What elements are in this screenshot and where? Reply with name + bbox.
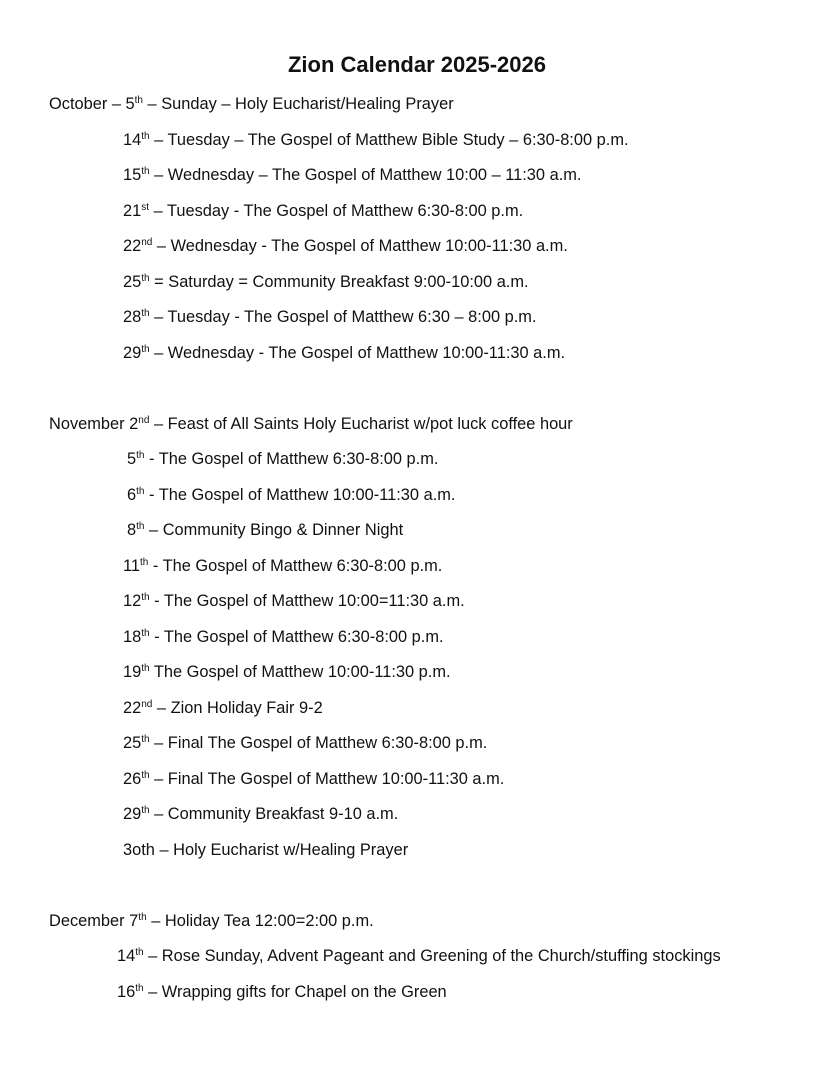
event-line: [0, 194, 834, 230]
event-description: – Tuesday – The Gospel of Matthew Bible Study – 6:30-8:00 p.m.: [149, 130, 629, 149]
event-line: [0, 939, 834, 975]
event-day: 25: [123, 734, 142, 752]
event-day: 22: [123, 237, 142, 255]
day-ordinal-suffix: th: [136, 485, 145, 497]
event-day: 29: [123, 805, 142, 823]
month-section-october: [0, 87, 834, 371]
day-ordinal-suffix: th: [136, 521, 145, 532]
event-day: 11: [123, 556, 141, 575]
event-day: 16: [117, 982, 136, 1001]
event-line: [0, 797, 834, 833]
day-ordinal-suffix: th: [141, 166, 150, 177]
event-line: [0, 655, 834, 691]
event-line: [0, 158, 834, 194]
day-ordinal-suffix: th: [141, 343, 150, 355]
day-ordinal-suffix: th: [141, 130, 150, 142]
day-ordinal-suffix: th: [134, 95, 143, 106]
event-description: – Tuesday - The Gospel of Matthew 6:30 – 8:00 p.m.: [149, 308, 537, 326]
event-description: - The Gospel of Matthew 6:30-8:00 p.m.: [148, 556, 443, 575]
day-ordinal-suffix: th: [141, 272, 150, 284]
event-description: – Feast of All Saints Holy Eucharist w/pot luck coffee hour: [149, 414, 573, 433]
day-ordinal-suffix: th: [141, 308, 150, 319]
event-line: [0, 123, 834, 159]
event-description: - The Gospel of Matthew 10:00=11:30 a.m.: [149, 592, 465, 610]
event-description: – Sunday – Holy Eucharist/Healing Prayer: [143, 95, 454, 113]
section-spacer: [0, 868, 834, 904]
event-line: [0, 549, 834, 585]
event-line: [0, 833, 834, 869]
day-ordinal-suffix: st: [141, 201, 150, 213]
event-line: [0, 442, 834, 478]
document-title: Zion Calendar 2025-2026: [287, 52, 546, 77]
day-ordinal-suffix: th: [141, 663, 150, 674]
day-ordinal-suffix: th: [141, 805, 150, 816]
event-description: – Final The Gospel of Matthew 10:00-11:30 a.m.: [149, 769, 505, 788]
event-description: – Holiday Tea 12:00=2:00 p.m.: [146, 911, 374, 930]
event-day: 21: [123, 201, 142, 220]
event-line: [0, 300, 834, 336]
day-ordinal-suffix: nd: [141, 698, 153, 710]
event-day: 5: [127, 450, 137, 468]
event-day: 5: [125, 95, 135, 113]
event-day: 26: [123, 769, 142, 788]
day-ordinal-suffix: th: [141, 592, 150, 603]
event-day: 22: [123, 698, 142, 717]
event-line: [0, 229, 834, 265]
event-day: 8: [127, 521, 137, 539]
event-description: - The Gospel of Matthew 10:00-11:30 a.m.: [144, 485, 456, 504]
event-description: – Community Bingo & Dinner Night: [144, 521, 404, 539]
day-ordinal-suffix: th: [141, 627, 150, 639]
event-day: 18: [123, 627, 142, 646]
event-day: 12: [123, 592, 142, 610]
event-description: – Rose Sunday, Advent Pageant and Greening of the Church/stuffing stockings: [143, 947, 721, 965]
month-header-line: [0, 407, 834, 443]
event-day: 29: [123, 343, 142, 362]
day-ordinal-suffix: th: [135, 982, 144, 994]
event-line: [0, 478, 834, 514]
event-description: – Holy Eucharist w/Healing Prayer: [154, 840, 409, 859]
event-line: [0, 975, 834, 1011]
event-line: [0, 336, 834, 372]
section-spacer: [0, 371, 834, 407]
event-description: – Wednesday - The Gospel of Matthew 10:00-11:30 a.m.: [152, 237, 568, 255]
event-line: [0, 513, 834, 549]
day-ordinal-suffix: th: [141, 734, 150, 745]
event-day: 25: [123, 272, 142, 291]
event-line: [0, 584, 834, 620]
event-line: [0, 762, 834, 798]
event-day: 3oth: [123, 840, 155, 859]
event-day: 6: [127, 485, 137, 504]
day-ordinal-suffix: nd: [141, 237, 153, 248]
month-label: December: [49, 911, 130, 930]
event-day: 2: [129, 414, 139, 433]
event-line: [0, 265, 834, 301]
month-label: October –: [49, 95, 126, 113]
day-ordinal-suffix: th: [138, 911, 147, 923]
event-day: 14: [117, 947, 136, 965]
event-day: 15: [123, 166, 142, 184]
event-description: – Wednesday – The Gospel of Matthew 10:00 – 11:30 a.m.: [149, 166, 582, 184]
event-day: 28: [123, 308, 142, 326]
day-ordinal-suffix: nd: [138, 414, 150, 426]
month-section-november: [0, 407, 834, 869]
event-description: - The Gospel of Matthew 6:30-8:00 p.m.: [149, 627, 444, 646]
month-header-line: [0, 87, 834, 123]
day-ordinal-suffix: th: [135, 947, 144, 958]
event-description: – Zion Holiday Fair 9-2: [152, 698, 323, 717]
event-line: [0, 691, 834, 727]
event-description: = Saturday = Community Breakfast 9:00-10:00 a.m.: [149, 272, 529, 291]
event-day: 14: [123, 130, 142, 149]
event-line: [0, 620, 834, 656]
day-ordinal-suffix: th: [141, 769, 150, 781]
month-section-december: [0, 904, 834, 1011]
event-description: - The Gospel of Matthew 6:30-8:00 p.m.: [144, 450, 439, 468]
event-day: 7: [129, 911, 139, 930]
month-header-line: [0, 904, 834, 940]
event-description: – Wednesday - The Gospel of Matthew 10:00-11:30 a.m.: [149, 343, 566, 362]
event-description: – Final The Gospel of Matthew 6:30-8:00 p.m.: [149, 734, 488, 752]
event-description: The Gospel of Matthew 10:00-11:30 p.m.: [149, 663, 451, 681]
event-description: – Community Breakfast 9-10 a.m.: [149, 805, 399, 823]
month-label: November: [49, 414, 130, 433]
event-line: [0, 726, 834, 762]
event-description: – Wrapping gifts for Chapel on the Green: [143, 982, 447, 1001]
event-day: 19: [123, 663, 142, 681]
day-ordinal-suffix: th: [136, 450, 145, 461]
event-description: – Tuesday - The Gospel of Matthew 6:30-8:00 p.m.: [149, 201, 524, 220]
day-ordinal-suffix: th: [140, 556, 149, 568]
calendar-body: [0, 87, 834, 1010]
